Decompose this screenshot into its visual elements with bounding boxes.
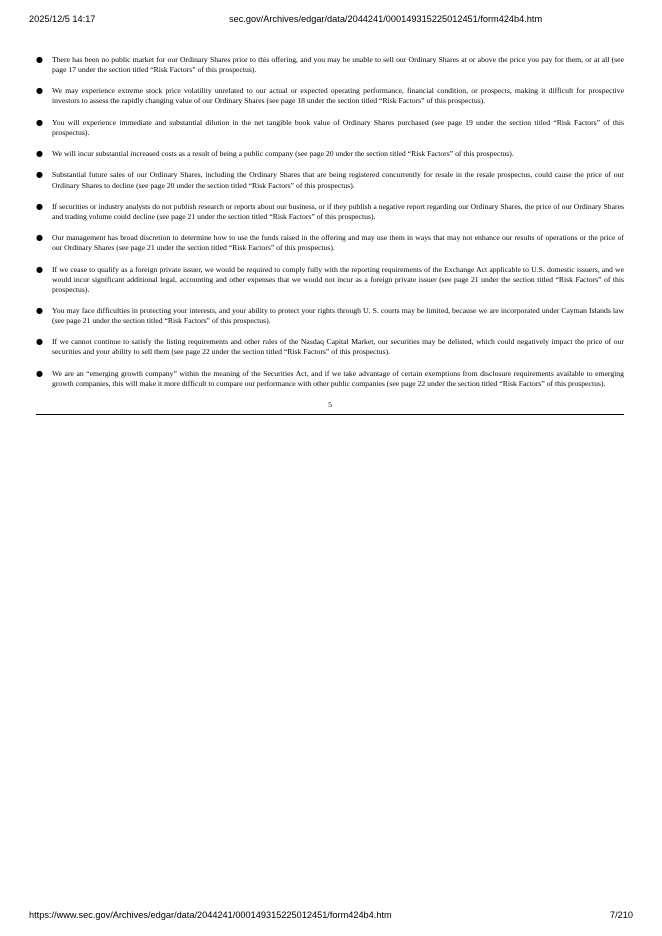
print-footer [29, 910, 633, 924]
risk-summary-list [36, 55, 624, 389]
list-item [36, 86, 624, 106]
page-divider [36, 414, 624, 415]
bullet-icon: ● [36, 149, 43, 159]
list-item [36, 55, 624, 75]
bullet-icon: ● [36, 337, 43, 347]
bullet-icon: ● [36, 201, 43, 211]
list-item [36, 149, 624, 159]
list-item-text: If we cease to qualify as a foreign private issuer, we would be required to comply fully with the reporting requirements of the Exchange Act applicable to U.S. domestic issuers, and we would incur significant additional legal, accounting and other expenses that we would not incur as a foreign private issuer (see page 21 under the section titled “Risk Factors” of this prospectus). [52, 264, 624, 294]
bullet-icon: ● [36, 86, 43, 96]
list-item [36, 265, 624, 295]
list-item [36, 369, 624, 389]
list-item-text: You will experience immediate and substantial dilution in the net tangible book value of Ordinary Shares purchased (see page 19 under the section titled “Risk Factors” of this prospectus). [52, 117, 624, 137]
print-header-url: sec.gov/Archives/edgar/data/2044241/000149315225012451/form424b4.htm [229, 14, 543, 24]
bullet-icon: ● [36, 117, 43, 127]
list-item-text: We are an “emerging growth company” within the meaning of the Securities Act, and if we take advantage of certain exemptions from disclosure requirements available to emerging growth companies, this will make it more difficult to compare our performance with other public companies (see page 22 under the section titled “Risk Factors” of this prospectus). [52, 368, 624, 388]
list-item [36, 337, 624, 357]
bullet-icon: ● [36, 170, 43, 180]
list-item-text: There has been no public market for our Ordinary Shares prior to this offering, and you may be unable to sell our Ordinary Shares at or above the price you pay for them, or at all (see page 17 under the section titled “Risk Factors” of this prospectus). [52, 55, 624, 75]
bullet-icon: ● [36, 368, 43, 378]
list-item-text: Substantial future sales of our Ordinary Shares, including the Ordinary Shares that are being registered concurrently for resale in the resale prospectus, could cause the price of our Ordinary Shares to decline (see page 20 under the section titled “Risk Factors” of this prospectus). [52, 170, 624, 190]
list-item-text: If securities or industry analysts do not publish research or reports about our business, or if they publish a negative report regarding our Ordinary Shares, the price of our Ordinary Shares and trading volume could decline (see page 21 under the section titled “Risk Factors” of this prospectus). [52, 201, 624, 221]
list-item [36, 233, 624, 253]
document-body [36, 55, 624, 415]
list-item [36, 118, 624, 138]
bullet-icon: ● [36, 55, 43, 64]
print-header [29, 14, 633, 28]
print-footer-url: https://www.sec.gov/Archives/edgar/data/2044241/000149315225012451/form424b4.htm [29, 910, 392, 920]
list-item-text: We may experience extreme stock price volatility unrelated to our actual or expected operating performance, financial condition, or prospects, making it difficult for prospective investors to assess the rapidly changing value of our Ordinary Shares (see page 18 under the section titled “Risk Factors” of this prospectus). [52, 86, 624, 106]
list-item-text: You may face difficulties in protecting your interests, and your ability to protect your rights through U. S. courts may be limited, because we are incorporated under Cayman Islands law (see page 21 under the section titled “Risk Factors” of this prospectus). [52, 306, 624, 326]
bullet-icon: ● [36, 233, 43, 243]
bullet-icon: ● [36, 306, 43, 315]
list-item-text: We will incur substantial increased costs as a result of being a public company (see page 20 under the section titled “Risk Factors” of this prospectus). [52, 149, 514, 159]
print-page-count: 7/210 [610, 910, 633, 920]
page-number: 5 [328, 400, 332, 410]
bullet-icon: ● [36, 264, 43, 274]
list-item-text: Our management has broad discretion to determine how to use the funds raised in the offering and may use them in ways that may not enhance our results of operations or the price of our Ordinary Shares (see page 21 under the section titled “Risk Factors” of this prospectus). [52, 233, 624, 253]
print-datetime: 2025/12/5 14:17 [29, 14, 96, 24]
list-item [36, 306, 624, 326]
list-item-text: If we cannot continue to satisfy the listing requirements and other rules of the Nasdaq Capital Market, our securities may be delisted, which could negatively impact the price of our securities and your ability to sell them (see page 22 under the section titled “Risk Factors” of this prospectus). [52, 337, 624, 357]
list-item [36, 170, 624, 190]
list-item [36, 202, 624, 222]
